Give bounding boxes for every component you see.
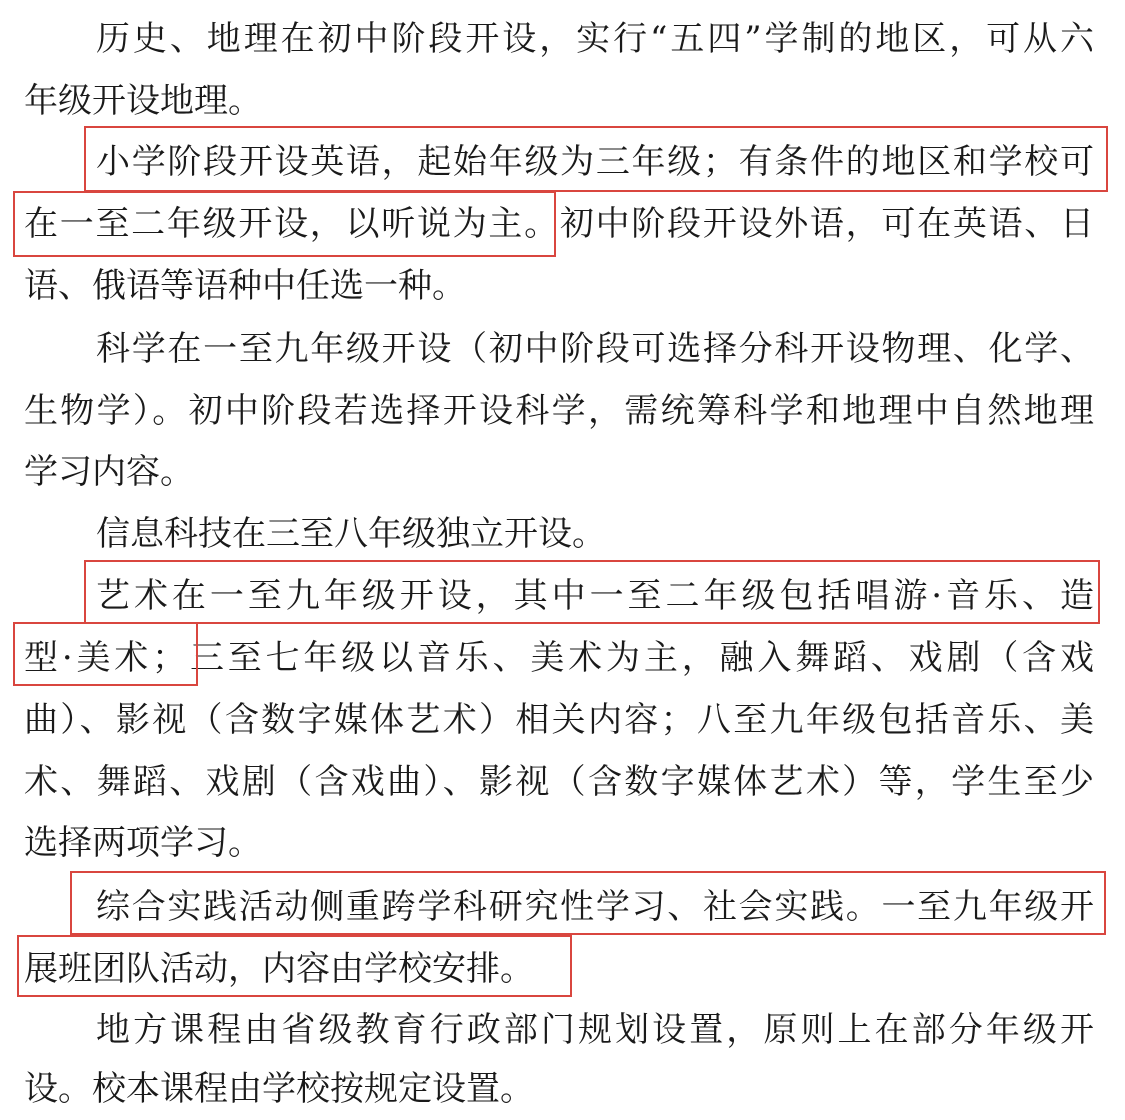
text-line-8: 学习内容。: [24, 452, 194, 492]
text-line-12: 曲）、影视（含数字媒体艺术）相关内容；八至九年级包括音乐、美: [24, 700, 1094, 740]
text-line-5: 语、俄语等语种中任选一种。: [24, 266, 466, 306]
text-line-1: 历史、地理在初中阶段开设，实行“五四”学制的地区，可从六: [96, 19, 1094, 59]
text-line-4: 在一至二年级开设，以听说为主。初中阶段开设外语，可在英语、日: [24, 204, 1094, 244]
text-line-18: 设。校本课程由学校按规定设置。: [24, 1069, 534, 1109]
text-line-7: 生物学）。初中阶段若选择开设科学，需统筹科学和地理中自然地理: [24, 391, 1094, 431]
text-line-17: 地方课程由省级教育行政部门规划设置，原则上在部分年级开: [96, 1010, 1094, 1050]
text-line-13: 术、舞蹈、戏剧（含戏曲）、影视（含数字媒体艺术）等，学生至少: [24, 762, 1094, 802]
text-line-3: 小学阶段开设英语，起始年级为三年级；有条件的地区和学校可: [96, 142, 1094, 182]
text-line-10: 艺术在一至九年级开设，其中一至二年级包括唱游·音乐、造: [96, 576, 1094, 616]
text-line-15: 综合实践活动侧重跨学科研究性学习、社会实践。一至九年级开: [96, 887, 1094, 927]
text-line-14: 选择两项学习。: [24, 823, 262, 863]
text-line-6: 科学在一至九年级开设（初中阶段可选择分科开设物理、化学、: [96, 329, 1094, 369]
text-line-16: 展班团队活动，内容由学校安排。: [24, 949, 534, 989]
text-line-11: 型·美术；三至七年级以音乐、美术为主，融入舞蹈、戏剧（含戏: [24, 638, 1094, 678]
text-line-9: 信息科技在三至八年级独立开设。: [96, 514, 606, 554]
text-line-2: 年级开设地理。: [24, 81, 262, 121]
